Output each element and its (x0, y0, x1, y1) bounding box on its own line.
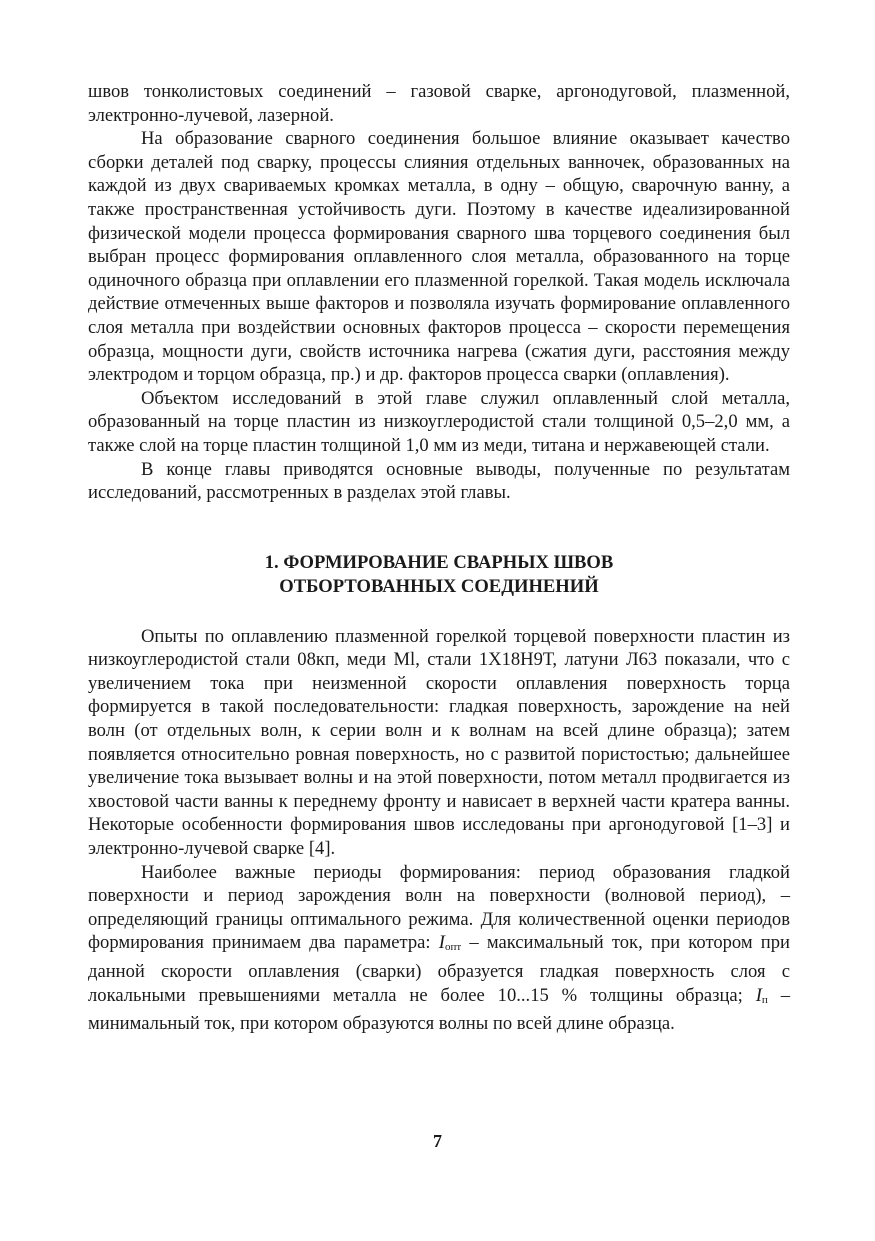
section-heading-line-1: 1. ФОРМИРОВАНИЕ СВАРНЫХ ШВОВ (264, 551, 614, 573)
paragraph-intro-continuation: швов тонколистовых соединений – газовой сварке, аргонодуговой, плазменной, электронно-лучевой, лазерной. (88, 81, 790, 126)
page-number: 7 (433, 1131, 442, 1151)
formation-periods-text-2: – максимальный ток, при котором при данной скорости оплавления (сварки) образуется гладкая поверхность слоя с локальными превышениями металла не более 10...15 % толщины образца; (88, 932, 791, 1006)
section-heading (88, 551, 790, 599)
paragraph-formation-periods (88, 861, 790, 1036)
paragraph-chapter-conclusions: В конце главы приводятся основные выводы, полученные по результатам исследований, рассмотренных в разделах этой главы. (88, 458, 790, 504)
paragraph-model-description: На образование сварного соединения большое влияние оказывает качество сборки деталей под сварку, процессы слияния отдельных ванночек, образованных на каждой из двух свариваемых кромках металла, в одну – общую, сварочную ванну, а также пространственная устойчивость дуги. Поэтому в качестве идеализированной физической модели процесса формирования сварного шва торцевого соединения был выбран процесс формирования оплавленного слоя металла, образованного на торце одиночного образца при оплавлении его плазменной горелкой. Такая модель исключала действие отмеченных выше факторов и позволяла изучать формирование оплавленного слоя металла при воздействии основных факторов процесса – скорости перемещения образца, мощности дуги, свойств источника нагрева (сжатия дуги, расстояния между электродом и торцом образца, пр.) и др. факторов процесса сварки (оплавления). (88, 128, 790, 386)
formation-periods-text-1: Наиболее важные периоды формирования: период образования гладкой поверхности и период зарождения волн на поверхности (волновой период), – определяющий границы оптимального режима. Для количественной оценки периодов формирования принимаем два параметра: (88, 861, 790, 954)
current-subscript-p: п (761, 993, 768, 1006)
current-subscript-opt: опт (444, 941, 462, 954)
formation-periods-text-3: – минимальный ток, при котором образуются волны по всей длине образца. (88, 984, 790, 1035)
current-symbol-opt: I (438, 932, 445, 954)
page-body (88, 80, 790, 1036)
paragraph-experiments: Опыты по оплавлению плазменной горелкой торцевой поверхности пластин из низкоуглеродистой стали 08кп, меди Ml, стали 1Х18Н9Т, латуни Л63 показали, что с увеличением тока при неизменной скорости оплавления поверхность торца формируется в такой последовательности: гладкая поверхность, зарождение на ней волн (от отдельных волн, к серии волн и к волнам на всей длине образца); затем появляется относительно ровная поверхность, но с развитой пористостью; дальнейшее увеличение тока вызывает волны и на этой поверхности, потом металл продвигается из хвостовой части ванны к переднему фронту и нависает в верхней части кратера ванны. Некоторые особенности формирования швов исследованы при аргонодуговой [1–3] и электронно-лучевой сварке [4]. (88, 625, 790, 860)
section-heading-line-2: ОТБОРТОВАННЫХ СОЕДИНЕНИЙ (279, 575, 599, 597)
current-symbol-p: I (755, 984, 762, 1006)
paragraph-research-object: Объектом исследований в этой главе служил оплавленный слой металла, образованный на торце пластин из низкоуглеродистой стали толщиной 0,5–2,0 мм, а также слой на торце пластин толщиной 1,0 мм из меди, титана и нержавеющей стали. (88, 387, 790, 456)
